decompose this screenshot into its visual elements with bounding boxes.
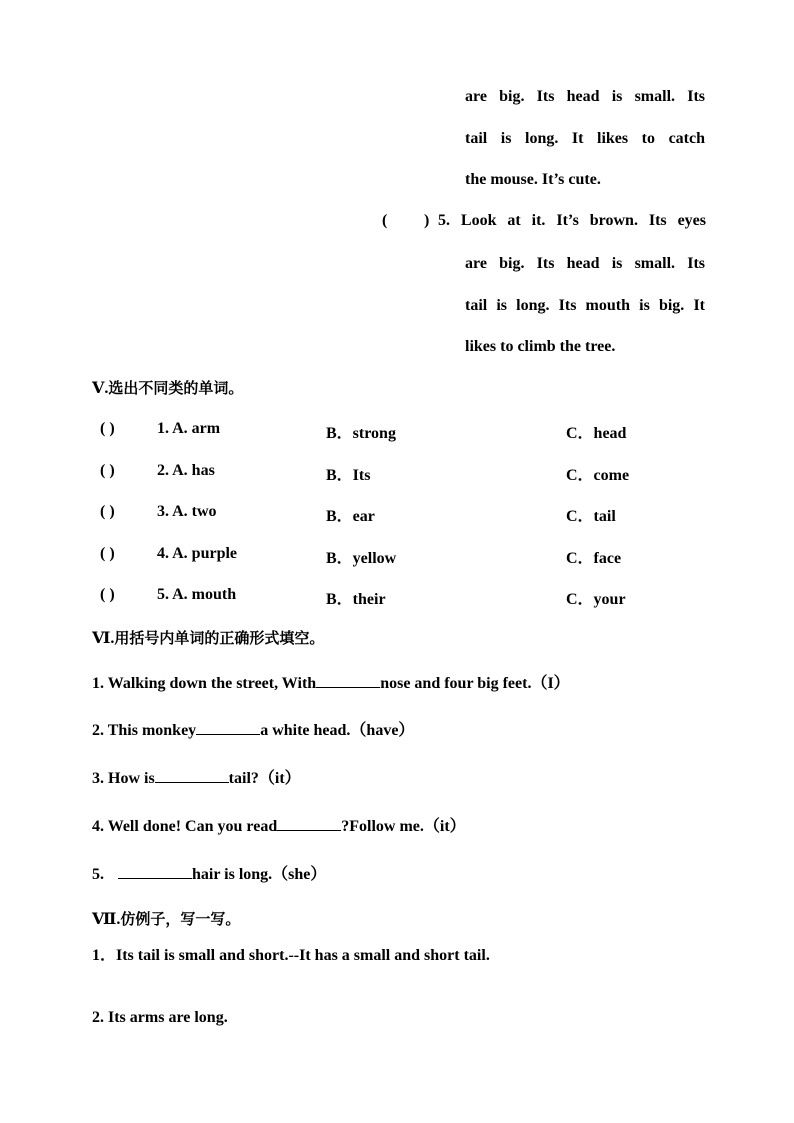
fill-blank-item bbox=[92, 765, 301, 788]
q5-line-3: likes to climb the tree. bbox=[465, 338, 616, 356]
option-c: C．head bbox=[566, 425, 627, 442]
option-a: 3. A. two bbox=[157, 503, 217, 520]
option-b: B．Its bbox=[326, 467, 371, 484]
answer-blank[interactable] bbox=[155, 768, 229, 783]
section-7-numeral: Ⅶ. bbox=[92, 911, 121, 928]
section-7-title: 仿例子，写一写。 bbox=[120, 910, 241, 928]
item-prefix: 1. Walking down the street, With bbox=[92, 675, 317, 692]
answer-paren-close: ) bbox=[424, 212, 430, 229]
item-prefix: 3. How is bbox=[92, 770, 155, 787]
section-5-numeral: Ⅴ. bbox=[92, 380, 109, 397]
choice-row bbox=[100, 420, 660, 442]
option-a: 5. A. mouth bbox=[157, 586, 237, 603]
answer-paren[interactable]: ( ) bbox=[100, 420, 115, 437]
answer-blank[interactable] bbox=[277, 816, 341, 831]
choice-row bbox=[100, 462, 660, 484]
q5-line-1: are big. Its head is small. Its bbox=[465, 255, 705, 272]
q5-question-text: 5. Look at it. It’s brown. Its eyes bbox=[438, 212, 706, 229]
option-b: B．their bbox=[326, 591, 386, 608]
answer-paren-open[interactable]: ( bbox=[382, 212, 388, 229]
section-5-heading bbox=[92, 377, 243, 398]
fill-blank-item bbox=[92, 861, 326, 884]
item-prefix: 2. This monkey bbox=[92, 722, 197, 739]
fill-blank-item bbox=[92, 670, 570, 693]
item-suffix: nose and four big feet.（I） bbox=[380, 675, 570, 692]
q5-line-2: tail is long. Its mouth is big. It bbox=[465, 296, 705, 314]
fill-blank-item bbox=[92, 717, 414, 740]
answer-paren[interactable]: ( ) bbox=[100, 462, 115, 479]
choice-row bbox=[100, 545, 660, 567]
rewrite-item-2: 2. Its arms are long. bbox=[92, 1009, 228, 1026]
section-6-title: 用括号内单词的正确形式填空。 bbox=[114, 629, 325, 647]
fill-blank-item bbox=[92, 813, 466, 836]
q4-line-1: are big. Its head is small. Its bbox=[465, 88, 705, 105]
option-b: B．yellow bbox=[326, 550, 397, 567]
section-7-heading bbox=[92, 908, 240, 929]
q4-line-3: the mouse. It’s cute. bbox=[465, 171, 601, 189]
item-suffix: tail?（it） bbox=[228, 770, 301, 787]
item-prefix: 4. Well done! Can you read bbox=[92, 818, 278, 835]
choice-row bbox=[100, 586, 660, 608]
answer-blank[interactable] bbox=[118, 864, 192, 879]
item-suffix: a white head.（have） bbox=[260, 722, 415, 739]
answer-blank[interactable] bbox=[196, 720, 260, 735]
q4-continuation bbox=[465, 86, 705, 211]
option-c: C．your bbox=[566, 591, 626, 608]
answer-paren[interactable]: ( ) bbox=[100, 586, 115, 603]
option-c: C．come bbox=[566, 467, 630, 484]
example-sentence: 1．Its tail is small and short.--It has a small and short tail. bbox=[92, 947, 490, 964]
answer-blank[interactable] bbox=[316, 673, 380, 688]
item-suffix: hair is long.（she） bbox=[192, 866, 327, 883]
q4-line-2: tail is long. It likes to catch bbox=[465, 129, 705, 147]
section-6-heading bbox=[92, 627, 324, 648]
answer-paren[interactable]: ( ) bbox=[100, 545, 115, 562]
option-c: C．face bbox=[566, 550, 622, 567]
choice-row bbox=[100, 503, 660, 525]
item-suffix: ?Follow me.（it） bbox=[341, 818, 466, 835]
q5-continuation bbox=[465, 253, 705, 378]
option-a: 1. A. arm bbox=[157, 420, 221, 437]
option-b: B．ear bbox=[326, 508, 375, 525]
section-6-numeral: Ⅵ. bbox=[92, 630, 115, 647]
section-5-title: 选出不同类的单词。 bbox=[108, 379, 244, 397]
option-c: C．tail bbox=[566, 508, 616, 525]
item-prefix: 5. bbox=[92, 866, 108, 883]
option-a: 4. A. purple bbox=[157, 545, 238, 562]
option-b: B．strong bbox=[326, 425, 396, 442]
answer-paren[interactable]: ( ) bbox=[100, 503, 115, 520]
option-a: 2. A. has bbox=[157, 462, 215, 479]
